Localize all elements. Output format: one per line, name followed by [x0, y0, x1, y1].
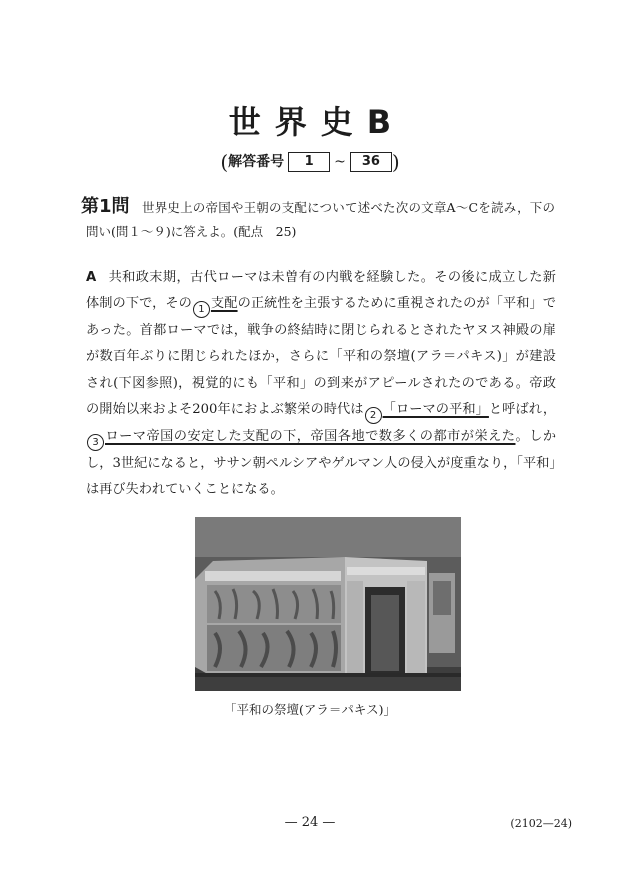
passage-a [86, 265, 556, 503]
page-title: 世界史B [228, 103, 406, 141]
question-heading: 第1問 [81, 196, 130, 217]
question-intro-line2: 問い(問１～９)に答えよ。(配点 25) [86, 224, 297, 239]
underline-number-2: 2 [365, 407, 382, 424]
passage-text-3: と呼ばれ， [488, 401, 557, 417]
exam-code: (2102—24) [510, 817, 572, 830]
close-paren: ) [391, 150, 400, 174]
underlined-phrase-2: 「ローマの平和」 [382, 401, 489, 417]
passage-marker: A [86, 270, 97, 285]
answer-range [0, 151, 620, 173]
range-tilde: ~ [334, 154, 346, 170]
passage-text-2: の正統性を主張するために重視されたのが「平和」であった。首都ローマでは，戦争の終結時に閉じられるとされたヤヌス神殿の扉が数百年ぶりに閉じられたほか，さらに「平和の祭壇(アラ＝パキス)」が建設され(下図参照)，視覚的にも「平和」の到来がアピールされたのである。帝政の開始以来およそ200年におよぶ繁栄の時代は [86, 296, 557, 417]
underline-number-3: 3 [87, 434, 104, 451]
ara-pacis-photo [195, 517, 461, 691]
underlined-phrase-1: 支配 [210, 296, 238, 312]
answer-start-box: 1 [288, 152, 330, 172]
ara-pacis-image [195, 517, 461, 691]
page-number: — 24 — [284, 815, 336, 830]
question-intro-line1: 世界史上の帝国や王朝の支配について述べた次の文章A～Cを読み，下の [142, 200, 556, 215]
passage-text-4: 。しかし，3世紀になると，ササン朝ペルシアやゲルマン人の侵入が度重なり，「平和」は再び失われていくことになる。 [86, 428, 557, 498]
answer-label: 解答番号 [228, 154, 285, 170]
figure-caption: 「平和の祭壇(アラ＝パキス)」 [223, 702, 396, 717]
answer-end-box: 36 [350, 152, 392, 172]
underline-number-1: 1 [193, 301, 210, 318]
passage-text-1: 共和政末期，古代ローマは未曽有の内戦を経験した。その後に成立した新体制の下で，その [86, 270, 556, 312]
underlined-phrase-3: ローマ帝国の安定した支配の下，帝国各地で数多くの都市が栄えた [105, 428, 516, 444]
open-paren: ( [220, 150, 229, 174]
